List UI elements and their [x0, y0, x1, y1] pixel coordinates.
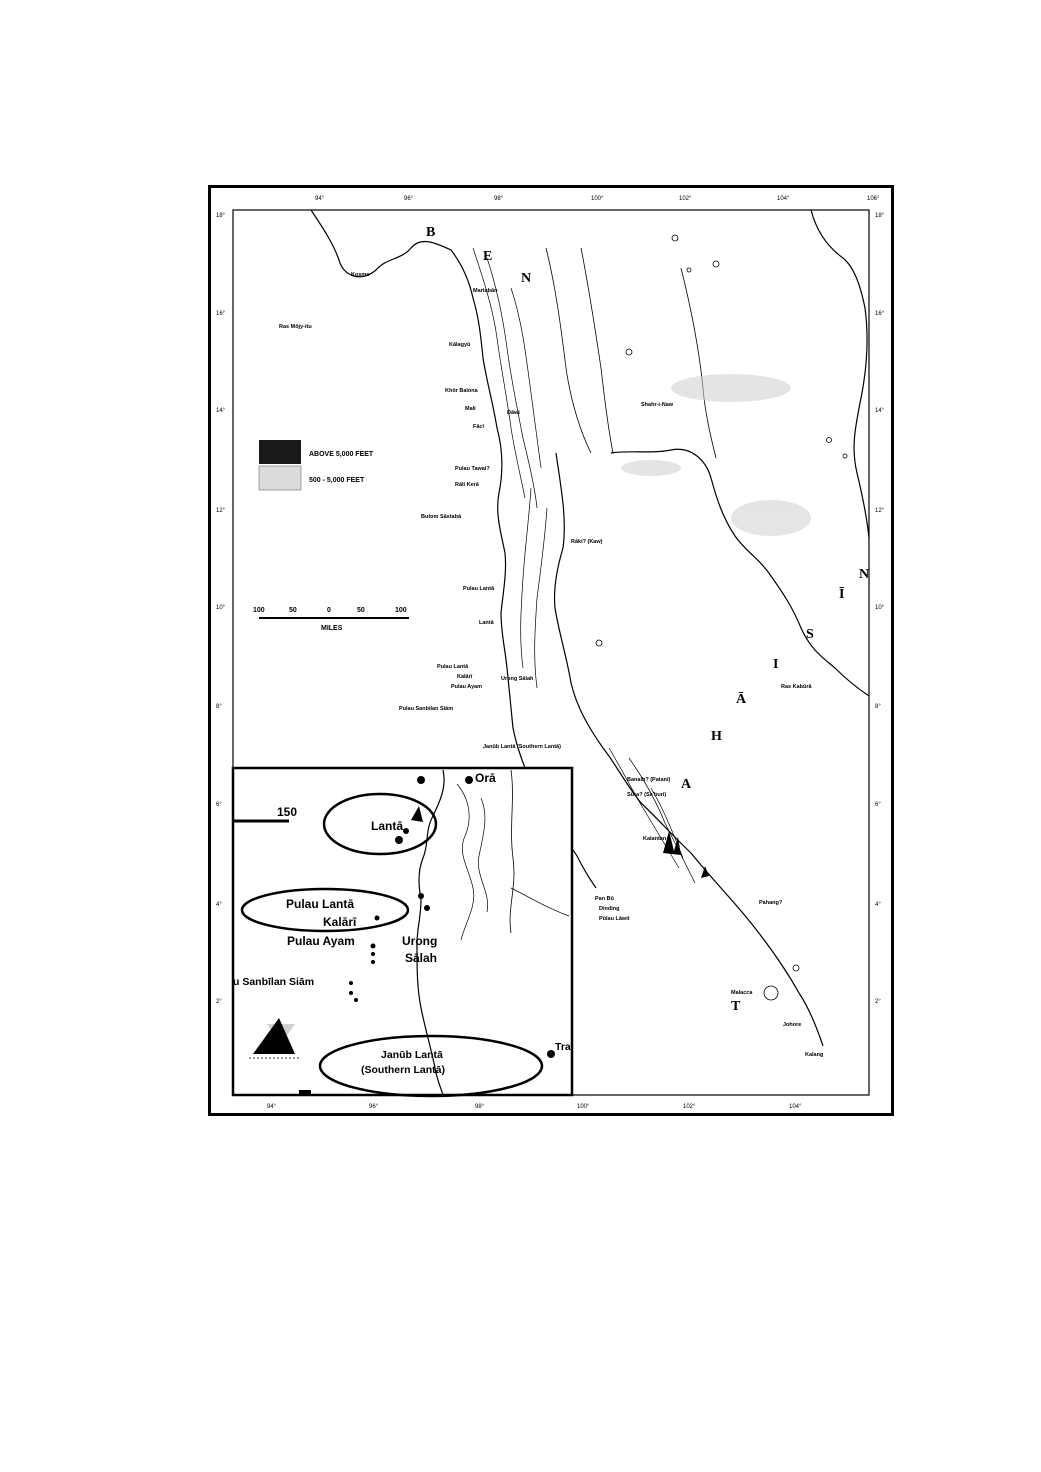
right-tick: 16°: [875, 311, 885, 317]
top-tick: 106°: [867, 196, 880, 202]
gulf-top-shore: [611, 449, 869, 696]
place-label: Janūb Lantā (Southern Lantā): [483, 744, 561, 750]
place-label: Khōr Balona: [445, 388, 478, 394]
inset-label-sanbilan: u Sanbīlan Siām: [233, 976, 315, 988]
left-tick: 2°: [216, 999, 222, 1005]
right-tick: 18°: [875, 213, 885, 219]
place-label: Ras Kabūrā: [781, 684, 812, 690]
place-label: Malacca: [731, 990, 753, 996]
scale-number: 100: [395, 607, 407, 614]
inset-label-tra: Tra: [555, 1041, 571, 1053]
bottom-tick-labels: [267, 1104, 802, 1110]
inset-label-urong: Urong: [402, 934, 438, 948]
place-label: Butom Sāstabā: [421, 514, 462, 520]
right-tick: 10°: [875, 605, 885, 611]
left-tick: 16°: [216, 311, 226, 317]
left-tick: 10°: [216, 605, 226, 611]
rivers: [546, 248, 716, 458]
place-label: Ras Mōjy-itu: [279, 324, 312, 330]
sea-letter: S: [806, 627, 814, 642]
map-frame: [208, 185, 894, 1116]
sea-letter: Ā: [736, 692, 747, 707]
place-label: Pulau Lantā: [437, 664, 469, 670]
islands: [596, 235, 847, 1000]
place-label: Banaih? (Patani): [627, 777, 671, 783]
sea-letter: T: [731, 999, 741, 1014]
place-label: Pulau Tawai?: [455, 466, 490, 472]
top-tick-labels: [315, 196, 880, 202]
place-label: Mali: [465, 406, 476, 412]
legend-swatch-high: [259, 440, 301, 464]
place-label: Dāwi: [507, 410, 520, 416]
scale-number: 50: [357, 607, 365, 614]
top-tick: 94°: [315, 196, 325, 202]
scale-number: 100: [253, 607, 265, 614]
left-tick: 14°: [216, 408, 226, 414]
inset-corner-mark: [299, 1090, 311, 1094]
top-tick: 104°: [777, 196, 790, 202]
map-canvas: [211, 188, 891, 1113]
inset-label-ora: Orā: [475, 771, 496, 785]
sea-letter: I: [773, 657, 779, 672]
right-tick: 4°: [875, 902, 881, 908]
place-label: Rāki? (Kaw): [571, 539, 603, 545]
inset-label-pulau-lanta: Pulau Lantā: [286, 897, 355, 911]
right-tick-labels: [875, 213, 885, 1005]
bottom-tick: 96°: [369, 1104, 379, 1110]
right-tick: 2°: [875, 999, 881, 1005]
place-label: Rāli Kerā: [455, 482, 479, 488]
place-label: Lantā: [479, 620, 494, 626]
left-tick: 6°: [216, 802, 222, 808]
left-tick: 8°: [216, 704, 222, 710]
place-label: Pulau Sanbilan Siām: [399, 706, 454, 712]
place-label: Pūlau Lāwit: [599, 916, 630, 922]
sea-letter: Ī: [839, 587, 845, 602]
place-label: Johore: [783, 1022, 802, 1028]
sea-letter: H: [711, 729, 722, 744]
legend-swatch-mid: [259, 466, 301, 490]
sea-letter: A: [681, 777, 692, 792]
place-label: Pahang?: [759, 900, 783, 906]
scale-unit: MILES: [321, 625, 343, 632]
place-label: Urong Sālah: [501, 676, 534, 682]
bottom-tick: 94°: [267, 1104, 277, 1110]
high-peaks: [663, 831, 709, 878]
place-label: Shahr-i-Naw: [641, 402, 674, 408]
place-label: Kalārī: [457, 674, 473, 680]
bottom-tick: 102°: [683, 1104, 696, 1110]
bottom-tick: 100°: [577, 1104, 590, 1110]
top-tick: 96°: [404, 196, 414, 202]
right-tick: 14°: [875, 408, 885, 414]
inset-label-southern: (Southern Lantā): [361, 1064, 445, 1076]
inset-label-janub: Janūb Lantā: [381, 1049, 443, 1061]
legend-high-label: ABOVE 5,000 FEET: [309, 451, 374, 458]
left-tick: 12°: [216, 508, 226, 514]
place-label: Kalang: [805, 1052, 824, 1058]
place-label: Sūra? (Sa'buri): [627, 792, 667, 798]
legend-mid-label: 500 - 5,000 FEET: [309, 477, 365, 484]
place-label: Pulau Ayam: [451, 684, 483, 690]
sea-letter: E: [483, 249, 493, 264]
right-tick: 12°: [875, 508, 885, 514]
bottom-tick: 104°: [789, 1104, 802, 1110]
right-tick: 8°: [875, 704, 881, 710]
place-label: Dinding: [599, 906, 620, 912]
inset-label-kalari: Kalārī: [323, 915, 357, 929]
east-coastline: [811, 210, 869, 538]
top-tick: 98°: [494, 196, 504, 202]
inset-label-salah: Sālah: [405, 951, 438, 965]
map-legend: [253, 440, 409, 632]
place-label: Pan Bū: [595, 896, 614, 902]
sea-letter: N: [859, 567, 870, 582]
bottom-tick: 98°: [475, 1104, 485, 1110]
top-tick: 102°: [679, 196, 692, 202]
lowland-shading: [621, 374, 811, 536]
left-tick: 4°: [216, 902, 222, 908]
inset-panel: [233, 768, 572, 1096]
sea-letter: B: [426, 225, 436, 240]
sea-letter: N: [521, 271, 532, 286]
left-tick-labels: [216, 213, 226, 1005]
inset-label-pulau-ayam: Pulau Ayam: [287, 934, 355, 948]
scale-number: 50: [289, 607, 297, 614]
right-tick: 6°: [875, 802, 881, 808]
place-label: Kalantan: [643, 836, 667, 842]
place-label: Martabān: [473, 288, 498, 294]
inset-scale-label: 150: [277, 805, 298, 819]
place-label: Fācī: [473, 424, 485, 430]
left-tick: 18°: [216, 213, 226, 219]
scale-number: 0: [327, 607, 331, 614]
place-label: Pulau Lantā: [463, 586, 495, 592]
place-label: Kosma: [351, 272, 370, 278]
place-label: Kālagyū: [449, 342, 471, 348]
top-tick: 100°: [591, 196, 604, 202]
inset-label-lanta: Lantā: [371, 819, 404, 833]
